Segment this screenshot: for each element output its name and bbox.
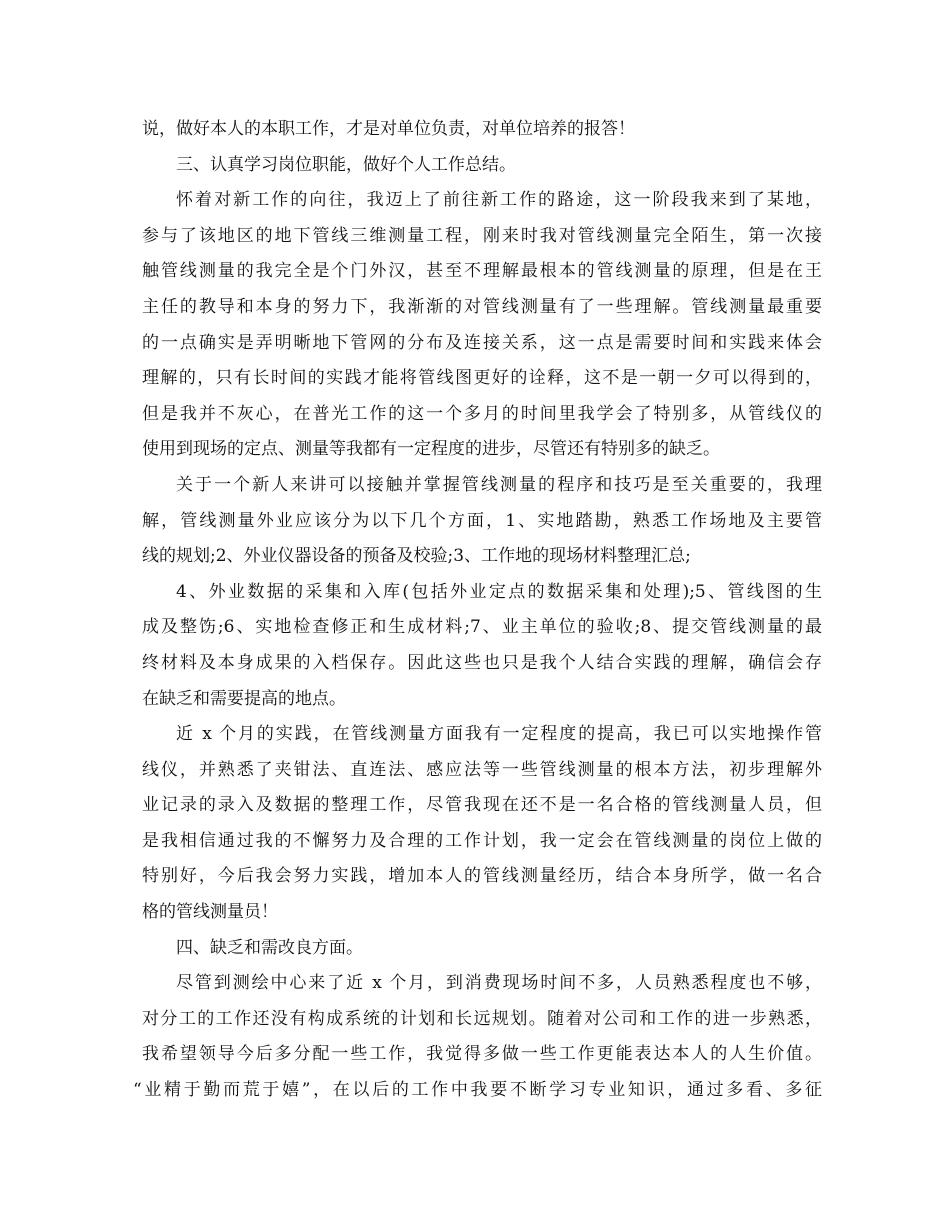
text-line: 使用到现场的定点、测量等我都有一定程度的进步，尽管还有特别多的缺乏。 bbox=[142, 439, 720, 460]
text-line: 四、缺乏和需改良方面。 bbox=[176, 937, 363, 958]
text-line: 但是我并不灰心，在普光工作的这一个多月的时间里我学会了特别多，从管线仪的 bbox=[142, 403, 822, 424]
text-line: 主任的教导和本身的努力下，我渐渐的对管线测量有了一些理解。管线测量最重要 bbox=[142, 296, 822, 317]
text-line: 参与了该地区的地下管线三维测量工程，刚来时我对管线测量完全陌生，第一次接 bbox=[142, 225, 822, 246]
text-line: 的一点确实是弄明晰地下管网的分布及连接关系，这一点是需要时间和实践来体会 bbox=[142, 332, 822, 353]
text-line: 对分工的工作还没有构成系统的计划和长远规划。随着对公司和工作的进一步熟悉， bbox=[142, 1008, 822, 1029]
text-line: 在缺乏和需要提高的地点。 bbox=[142, 688, 346, 709]
text-line: 说，做好本人的本职工作，才是对单位负责，对单位培养的报答！ bbox=[142, 119, 635, 139]
text-line: 三、认真学习岗位职能，做好个人工作总结。 bbox=[176, 154, 516, 175]
text-line: 线的规划;2、外业仪器设备的预备及校验;3、工作地的现场材料整理汇总; bbox=[142, 546, 691, 567]
text-line: 业记录的录入及数据的整理工作，尽管我现在还不是一名合格的管线测量人员，但 bbox=[142, 795, 822, 816]
text-line: 近 x 个月的实践，在管线测量方面我有一定程度的提高，我已可以实地操作管 bbox=[176, 724, 822, 745]
text-line: 线仪，并熟悉了夹钳法、直连法、感应法等一些管线测量的根本方法，初步理解外 bbox=[142, 759, 822, 780]
text-line: 触管线测量的我完全是个门外汉，甚至不理解最根本的管线测量的原理，但是在王 bbox=[142, 261, 822, 282]
text-line: 怀着对新工作的向往，我迈上了前往新工作的路途，这一阶段我来到了某地， bbox=[176, 190, 822, 211]
document-body bbox=[133, 112, 822, 1109]
text-line: 成及整饬;6、实地检查修正和生成材料;7、业主单位的验收;8、提交管线测量的最 bbox=[142, 617, 822, 638]
text-line: 我希望领导今后多分配一些工作，我觉得多做一些工作更能表达本人的人生价值。 bbox=[142, 1044, 822, 1065]
text-line: 尽管到测绘中心来了近 x 个月，到消费现场时间不多，人员熟悉程度也不够， bbox=[176, 973, 822, 994]
text-line: 是我相信通过我的不懈努力及合理的工作计划，我一定会在管线测量的岗位上做的 bbox=[142, 830, 822, 851]
text-line: 4、外业数据的采集和入库(包括外业定点的数据采集和处理);5、管线图的生 bbox=[176, 581, 822, 602]
text-line: 终材料及本身成果的入档保存。因此这些也只是我个人结合实践的理解，确信会存 bbox=[142, 652, 822, 673]
text-line: 格的管线测量员！ bbox=[142, 902, 278, 923]
text-line: 解，管线测量外业应该分为以下几个方面，1、实地踏勘，熟悉工作场地及主要管 bbox=[142, 510, 822, 531]
text-line: “业精于勤而荒于嬉”，在以后的工作中我要不断学习专业知识，通过多看、多征 bbox=[133, 1080, 822, 1101]
text-line: 理解的，只有长时间的实践才能将管线图更好的诠释，这不是一朝一夕可以得到的， bbox=[142, 368, 822, 389]
text-line: 特别好，今后我会努力实践，增加本人的管线测量经历，结合本身所学，做一名合 bbox=[142, 866, 822, 887]
text-line: 关于一个新人来讲可以接触并掌握管线测量的程序和技巧是至关重要的，我理 bbox=[176, 474, 822, 495]
